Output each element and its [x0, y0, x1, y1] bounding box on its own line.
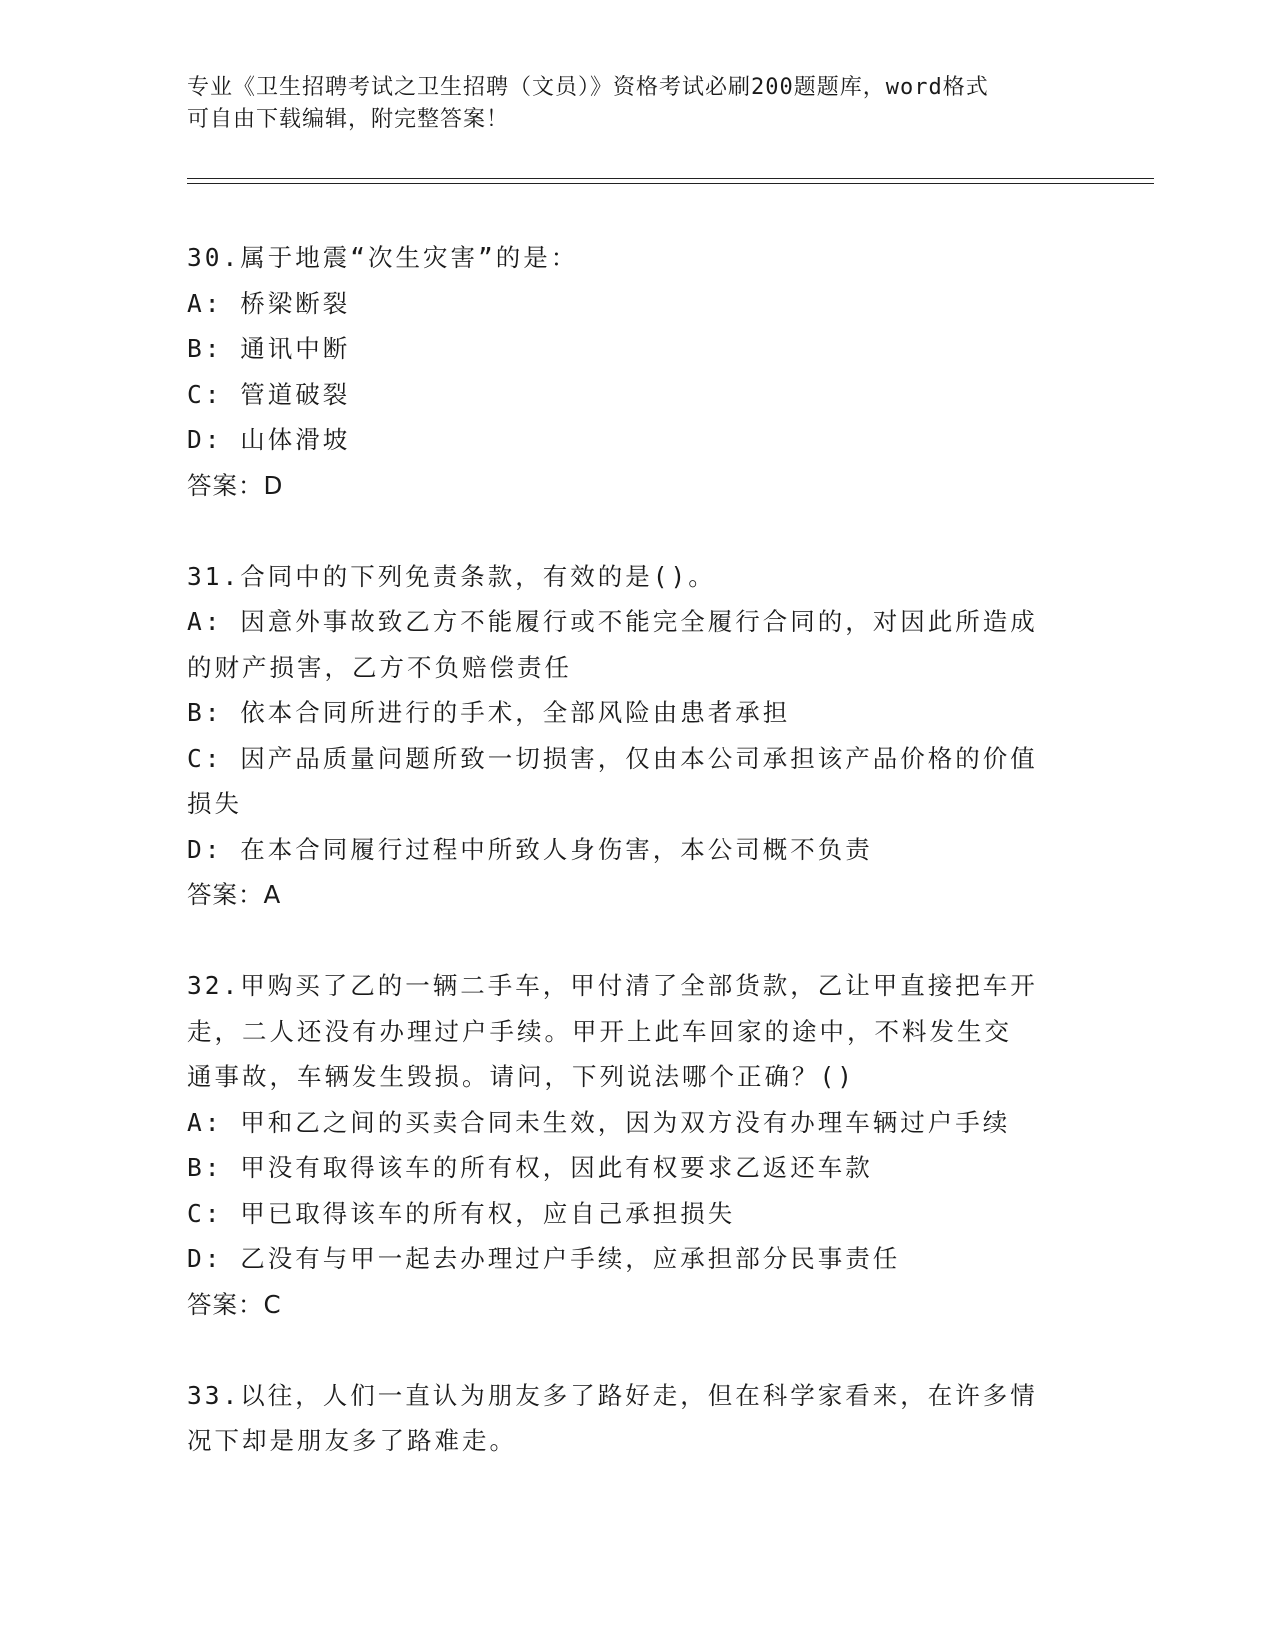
question-32 [187, 963, 1087, 1327]
option-c: C: 因产品质量问题所致一切损害，仅由本公司承担该产品价格的价值 [187, 743, 1038, 773]
question-33 [187, 1373, 1087, 1464]
option-a-continued: 的财产损害，乙方不负赔偿责任 [187, 652, 572, 682]
question-stem-continued: 走，二人还没有办理过户手续。甲开上此车回家的途中，不料发生交 [187, 1016, 1012, 1046]
option-d: D: 在本合同履行过程中所致人身伤害，本公司概不负责 [187, 834, 873, 864]
header-divider-top [187, 178, 1154, 179]
question-30 [187, 235, 1087, 508]
question-stem-continued: 通事故，车辆发生毁损。请问，下列说法哪个正确？() [187, 1062, 855, 1091]
header-line-1: 专业《卫生招聘考试之卫生招聘（文员）》资格考试必刷200题题库，word格式 [187, 75, 989, 100]
option-b: B: 依本合同所进行的手术，全部风险由患者承担 [187, 698, 791, 727]
option-c-continued: 损失 [187, 789, 242, 818]
question-stem: 30.属于地震“次生灾害”的是： [187, 243, 579, 272]
header-divider-bottom [187, 183, 1154, 184]
option-b: B: 通讯中断 [187, 334, 351, 363]
option-a: A: 因意外事故致乙方不能履行或不能完全履行合同的，对因此所造成 [187, 607, 1038, 636]
option-d: D: 山体滑坡 [187, 425, 351, 454]
option-c: C: 甲已取得该车的所有权，应自己承担损失 [187, 1198, 736, 1228]
question-spacer [187, 1327, 1087, 1373]
question-stem: 32.甲购买了乙的一辆二手车，甲付清了全部货款，乙让甲直接把车开 [187, 971, 1038, 1000]
option-a: A: 桥梁断裂 [187, 288, 351, 318]
option-c: C: 管道破裂 [187, 379, 351, 409]
question-stem-continued: 况下却是朋友多了路难走。 [187, 1426, 517, 1455]
question-spacer [187, 918, 1087, 964]
option-d: D: 乙没有与甲一起去办理过户手续，应承担部分民事责任 [187, 1244, 901, 1273]
question-list [187, 235, 1087, 1464]
answer-line: 答案：C [187, 1289, 282, 1319]
question-spacer [187, 508, 1087, 554]
header-line-2: 可自由下载编辑，附完整答案！ [187, 107, 510, 132]
document-header [187, 72, 1087, 136]
option-b: B: 甲没有取得该车的所有权，因此有权要求乙返还车款 [187, 1153, 873, 1182]
question-31 [187, 554, 1087, 918]
answer-line: 答案：D [187, 470, 284, 500]
question-stem: 31.合同中的下列免责条款，有效的是()。 [187, 561, 716, 591]
option-a: A: 甲和乙之间的买卖合同未生效，因为双方没有办理车辆过户手续 [187, 1107, 1011, 1137]
question-stem: 33.以往，人们一直认为朋友多了路好走，但在科学家看来，在许多情 [187, 1380, 1038, 1410]
answer-line: 答案：A [187, 880, 282, 909]
